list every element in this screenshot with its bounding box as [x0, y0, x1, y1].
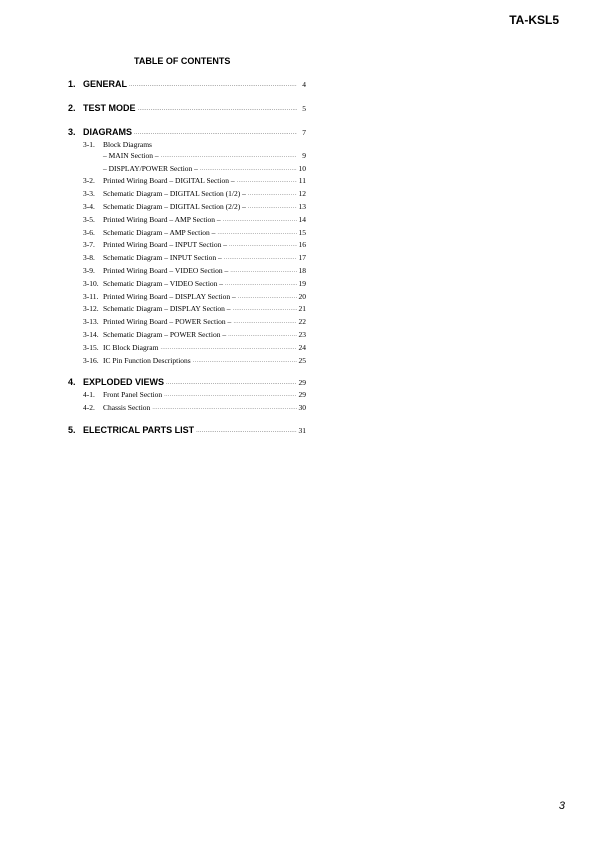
toc-section[interactable] [68, 317, 306, 330]
toc-section[interactable] [68, 176, 306, 189]
dot-leader [230, 268, 297, 279]
section-number: 3-8. [83, 253, 95, 263]
section-page: 10 [298, 163, 306, 173]
section-number: 3-4. [83, 201, 95, 211]
section-title: Chassis Section [103, 403, 151, 413]
dot-leader [129, 81, 297, 92]
chapter-page: 7 [302, 128, 306, 137]
section-page: 14 [298, 214, 306, 224]
section-page: 16 [298, 240, 306, 250]
chapter-page: 29 [298, 378, 306, 388]
chapter-title: EXPLODED VIEWS [83, 377, 165, 388]
chapter-number: 5. [68, 424, 76, 435]
section-title: Schematic Diagram – POWER Section – [103, 329, 227, 339]
section-page: 23 [298, 329, 306, 339]
section-title: Printed Wiring Board – POWER Section – [103, 317, 232, 327]
page-number: 3 [558, 800, 565, 812]
section-number: 3-2. [83, 176, 95, 186]
section-title: – MAIN Section – [103, 150, 159, 160]
section-title: Schematic Diagram – INPUT Section – [103, 253, 222, 263]
section-page: 13 [298, 201, 306, 211]
toc-section[interactable] [68, 240, 306, 253]
section-title: Printed Wiring Board – DIGITAL Section – [103, 176, 235, 186]
dot-leader [238, 294, 297, 305]
section-title: Printed Wiring Board – VIDEO Section – [103, 265, 229, 275]
dot-leader [233, 306, 297, 317]
section-page: 22 [298, 317, 306, 327]
section-number: 3-11. [83, 291, 99, 301]
section-title: – DISPLAY/POWER Section – [103, 163, 198, 173]
chapter-number: 3. [68, 127, 76, 137]
dot-leader [164, 392, 297, 403]
section-title: Schematic Diagram – DISPLAY Section – [103, 304, 231, 314]
toc-section[interactable] [68, 164, 306, 177]
section-number: 3-9. [83, 265, 95, 275]
toc-section[interactable] [68, 292, 306, 305]
section-title: Schematic Diagram – DIGITAL Section (2/2) – [103, 201, 246, 211]
dot-leader [200, 166, 297, 177]
section-page: 29 [298, 390, 306, 400]
dot-leader [161, 153, 297, 164]
toc-section[interactable] [68, 228, 306, 241]
toc-chapter-general[interactable] [68, 79, 306, 92]
toc-section[interactable] [68, 356, 306, 369]
chapter-title: ELECTRICAL PARTS LIST [83, 424, 195, 435]
section-number: 3-10. [83, 278, 99, 288]
section-page: 24 [298, 342, 306, 352]
table-of-contents [68, 79, 306, 438]
toc-section[interactable] [68, 202, 306, 215]
section-page: 19 [298, 278, 306, 288]
section-number: 3-1. [83, 140, 95, 149]
dot-leader [160, 345, 297, 356]
section-number: 3-6. [83, 227, 95, 237]
section-title: IC Pin Function Descriptions [103, 355, 191, 365]
toc-section[interactable] [68, 266, 306, 279]
chapter-page: 5 [302, 104, 306, 113]
toc-section[interactable] [68, 253, 306, 266]
toc-chapter-exploded-views[interactable] [68, 377, 306, 390]
dot-leader [233, 319, 297, 330]
dot-leader [229, 242, 297, 253]
section-number: 3-15. [83, 342, 99, 352]
model-number: TA-KSL5 [509, 13, 559, 27]
toc-section[interactable] [68, 343, 306, 356]
section-page: 18 [298, 265, 306, 275]
section-page: 17 [298, 253, 306, 263]
dot-leader [166, 379, 297, 390]
chapter-number: 1. [68, 79, 76, 89]
dot-leader [138, 105, 297, 116]
dot-leader [217, 230, 297, 241]
section-number: 3-13. [83, 317, 99, 327]
dot-leader [248, 191, 297, 202]
section-title: Front Panel Section [103, 390, 163, 400]
section-page: 9 [302, 150, 306, 160]
section-page: 20 [298, 291, 306, 301]
toc-section[interactable] [68, 279, 306, 292]
dot-leader [152, 405, 297, 416]
section-number: 3-14. [83, 329, 99, 339]
section-page: 25 [298, 355, 306, 365]
section-title: Printed Wiring Board – DISPLAY Section – [103, 291, 236, 301]
section-title: IC Block Diagram [103, 342, 159, 352]
toc-section[interactable] [68, 151, 306, 164]
section-page: 12 [298, 189, 306, 199]
dot-leader [193, 358, 297, 369]
toc-title: TABLE OF CONTENTS [134, 56, 231, 66]
chapter-number: 2. [68, 103, 76, 113]
toc-section[interactable] [68, 304, 306, 317]
chapter-number: 4. [68, 377, 76, 388]
toc-chapter-electrical-parts-list[interactable] [68, 425, 306, 438]
section-number: 3-12. [83, 304, 99, 314]
section-page: 11 [298, 176, 306, 186]
chapter-title: GENERAL [83, 79, 128, 89]
section-number: 3-16. [83, 355, 99, 365]
section-number: 3-5. [83, 214, 95, 224]
chapter-title: TEST MODE [83, 103, 136, 113]
toc-section[interactable] [68, 390, 306, 403]
toc-section[interactable] [68, 140, 306, 151]
section-number: 4-1. [83, 390, 95, 400]
section-number: 3-3. [83, 189, 95, 199]
section-number: 4-2. [83, 403, 95, 413]
section-page: 15 [298, 227, 306, 237]
dot-leader [224, 255, 297, 266]
chapter-page: 31 [298, 425, 306, 435]
dot-leader [225, 281, 297, 292]
dot-leader [228, 332, 297, 343]
toc-chapter-diagrams[interactable] [68, 127, 306, 140]
section-page: 30 [298, 403, 306, 413]
section-page: 21 [298, 304, 306, 314]
toc-section[interactable] [68, 189, 306, 202]
toc-section[interactable] [68, 403, 306, 416]
dot-leader [237, 178, 297, 189]
dot-leader [134, 129, 297, 140]
toc-section[interactable] [68, 330, 306, 343]
dot-leader [223, 217, 297, 228]
section-title: Printed Wiring Board – AMP Section – [103, 214, 221, 224]
toc-chapter-test-mode[interactable] [68, 103, 306, 116]
section-title: Schematic Diagram – AMP Section – [103, 227, 216, 237]
section-title: Schematic Diagram – VIDEO Section – [103, 278, 224, 288]
dot-leader [248, 204, 297, 215]
section-number: 3-7. [83, 240, 95, 250]
section-title: Printed Wiring Board – INPUT Section – [103, 240, 227, 250]
chapter-page: 4 [302, 80, 306, 89]
section-title: Block Diagrams [103, 140, 152, 149]
toc-section[interactable] [68, 215, 306, 228]
section-title: Schematic Diagram – DIGITAL Section (1/2) – [103, 189, 246, 199]
chapter-title: DIAGRAMS [83, 127, 132, 137]
dot-leader [196, 427, 297, 438]
